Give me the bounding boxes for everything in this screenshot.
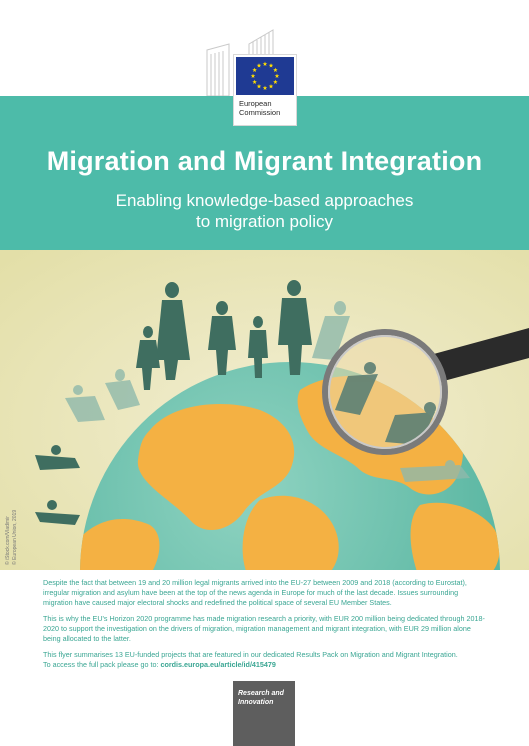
subtitle-line-2: to migration policy	[195, 212, 333, 231]
logo-text-commission: Commission	[239, 108, 281, 117]
intro-text	[43, 578, 488, 676]
page-title: Migration and Migrant Integration	[46, 146, 483, 176]
logo-text-european: European	[239, 99, 272, 108]
image-credit	[2, 505, 18, 565]
migration-globe-illustration	[0, 250, 529, 570]
research-innovation-badge	[233, 681, 295, 746]
image-credit-line-1: © iStock.com/Vladimir	[5, 516, 11, 565]
eu-flag-icon	[236, 57, 294, 95]
subtitle-line-1: Enabling knowledge-based approaches	[115, 191, 414, 210]
access-text: To access the full pack please go to:	[43, 660, 159, 669]
page-subtitle	[0, 190, 529, 232]
intro-paragraph-2: This is why the EU's Horizon 2020 programme has made migration research a priority, with EUR 200 million being dedicated through 2018-2020 to support the investigation on the drivers of migration, migration management and migrant integration, with EUR 29 million alone being allocated to the latter.	[43, 614, 485, 643]
cordis-link[interactable]: cordis.europa.eu/article/id/415479	[160, 660, 276, 669]
european-commission-logo	[233, 54, 297, 126]
results-pack-sentence: This flyer summarises 13 EU-funded projects that are featured in our dedicated Results Pack on Migration and Migrant Integration.	[43, 650, 458, 659]
intro-paragraph-3	[43, 650, 488, 670]
image-credit-line-2: © European Union, 2019	[12, 509, 18, 565]
badge-line-2: Innovation	[238, 699, 274, 706]
intro-paragraph-1: Despite the fact that between 19 and 20 million legal migrants arrived into the EU-27 between 2009 and 2018 (according to Eurostat), irregular migration and asylum have been at the top of the news agenda in Europe for much of the last decade. Issues surrounding migration have caused major electoral shocks and redefined the political space of several EU Member States.	[43, 578, 467, 607]
badge-line-1: Research and	[238, 690, 284, 697]
